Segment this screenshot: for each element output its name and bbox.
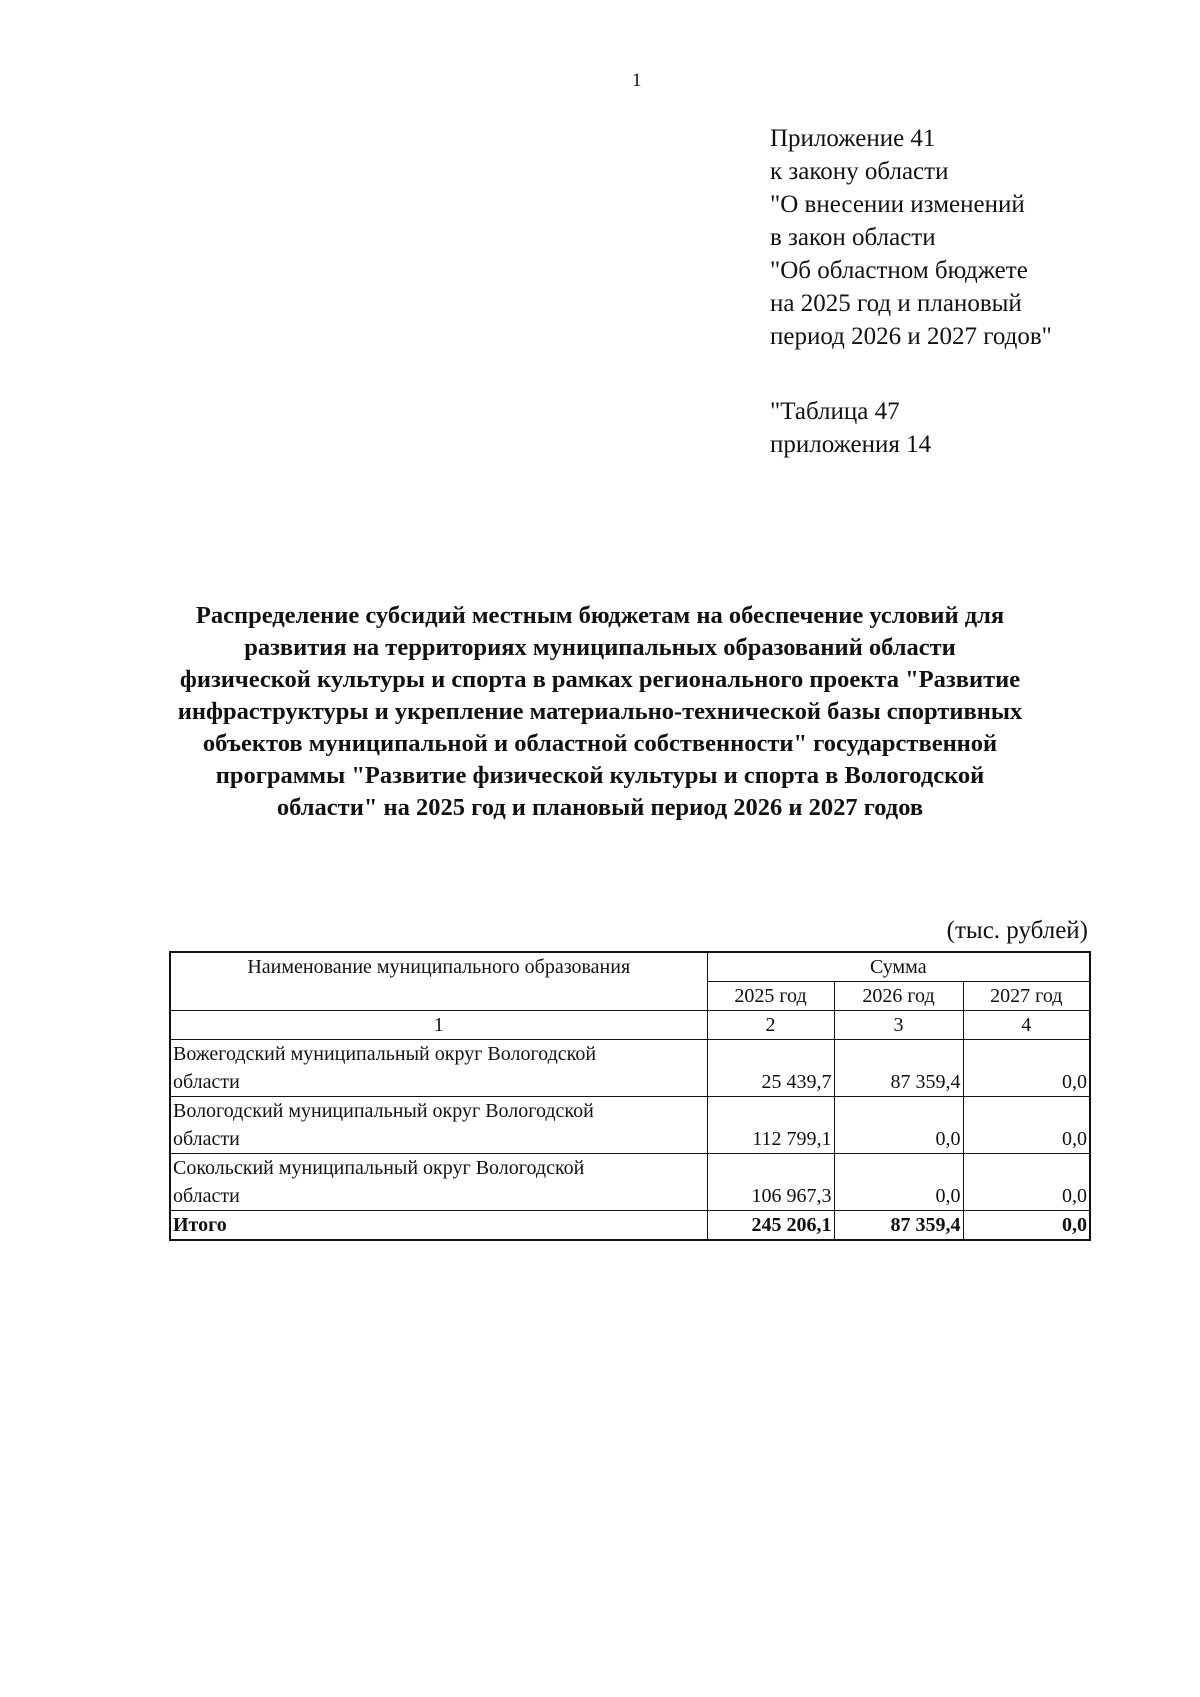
title-line: области" на 2025 год и плановый период 2026 и 2027 годов [276,794,924,821]
table-reference-line: приложения 14 [770,431,932,458]
total-2027-cell: 0,0 [963,1211,1090,1241]
municipality-name-line: Вожегодский муниципальный округ Вологодской [173,1043,597,1065]
value-2027-cell: 0,0 [963,1097,1090,1154]
unit-note: (тыс. рублей) [946,917,1088,944]
municipality-name-line: Сокольский муниципальный округ Вологодской [173,1157,585,1179]
total-2026-cell: 87 359,4 [834,1211,963,1241]
column-number: 4 [963,1011,1090,1040]
value-2025-cell: 112 799,1 [707,1097,834,1154]
title-line: развития на территориях муниципальных образований области [244,634,956,661]
title-line: физической культуры и спорта в рамках регионального проекта "Развитие [179,666,1021,693]
table-row [170,1040,1090,1097]
value-2026-cell: 0,0 [834,1097,963,1154]
column-number: 2 [707,1011,834,1040]
subsidy-table [169,951,1091,1241]
total-row [170,1211,1090,1241]
header-name-cell: Наименование муниципального образования [170,952,707,1011]
column-number: 3 [834,1011,963,1040]
municipality-name-cell [170,1097,707,1154]
value-2026-cell: 87 359,4 [834,1040,963,1097]
column-number: 1 [170,1011,707,1040]
municipality-name-cell [170,1040,707,1097]
document-title [150,600,1050,824]
appendix-block [770,122,1052,353]
municipality-name-line: области [173,1128,240,1150]
column-numbers-row [170,1011,1090,1040]
page-number: 1 [632,70,642,91]
title-line: Распределение субсидий местным бюджетам на обеспечение условий для [195,602,1005,629]
table-reference [770,395,931,461]
appendix-line: "О внесении изменений [770,191,1025,218]
header-row [170,952,1090,982]
appendix-line: на 2025 год и плановый [770,290,1022,317]
header-year-2027: 2027 год [963,982,1090,1011]
appendix-line: к закону области [770,158,949,185]
table-reference-line: "Таблица 47 [770,398,900,425]
municipality-name-line: области [173,1071,240,1093]
table-row [170,1154,1090,1211]
table-row [170,1097,1090,1154]
value-2025-cell: 25 439,7 [707,1040,834,1097]
title-line: инфраструктуры и укрепление материально-технической базы спортивных [177,698,1023,725]
appendix-line: период 2026 и 2027 годов" [770,323,1052,350]
value-2027-cell: 0,0 [963,1040,1090,1097]
appendix-line: в закон области [770,224,936,251]
value-2025-cell: 106 967,3 [707,1154,834,1211]
value-2027-cell: 0,0 [963,1154,1090,1211]
value-2026-cell: 0,0 [834,1154,963,1211]
header-year-2025: 2025 год [707,982,834,1011]
municipality-name-cell [170,1154,707,1211]
appendix-line: "Об областном бюджете [770,257,1028,284]
header-year-2026: 2026 год [834,982,963,1011]
title-line: объектов муниципальной и областной собственности" государственной [202,730,998,757]
appendix-line: Приложение 41 [770,125,936,152]
municipality-name-line: области [173,1185,240,1207]
total-label: Итого [170,1211,707,1241]
title-line: программы "Развитие физической культуры и спорта в Вологодской [215,762,985,789]
municipality-name-line: Вологодский муниципальный округ Вологодской [173,1100,594,1122]
header-sum-cell: Сумма [707,952,1090,982]
total-2025-cell: 245 206,1 [707,1211,834,1241]
